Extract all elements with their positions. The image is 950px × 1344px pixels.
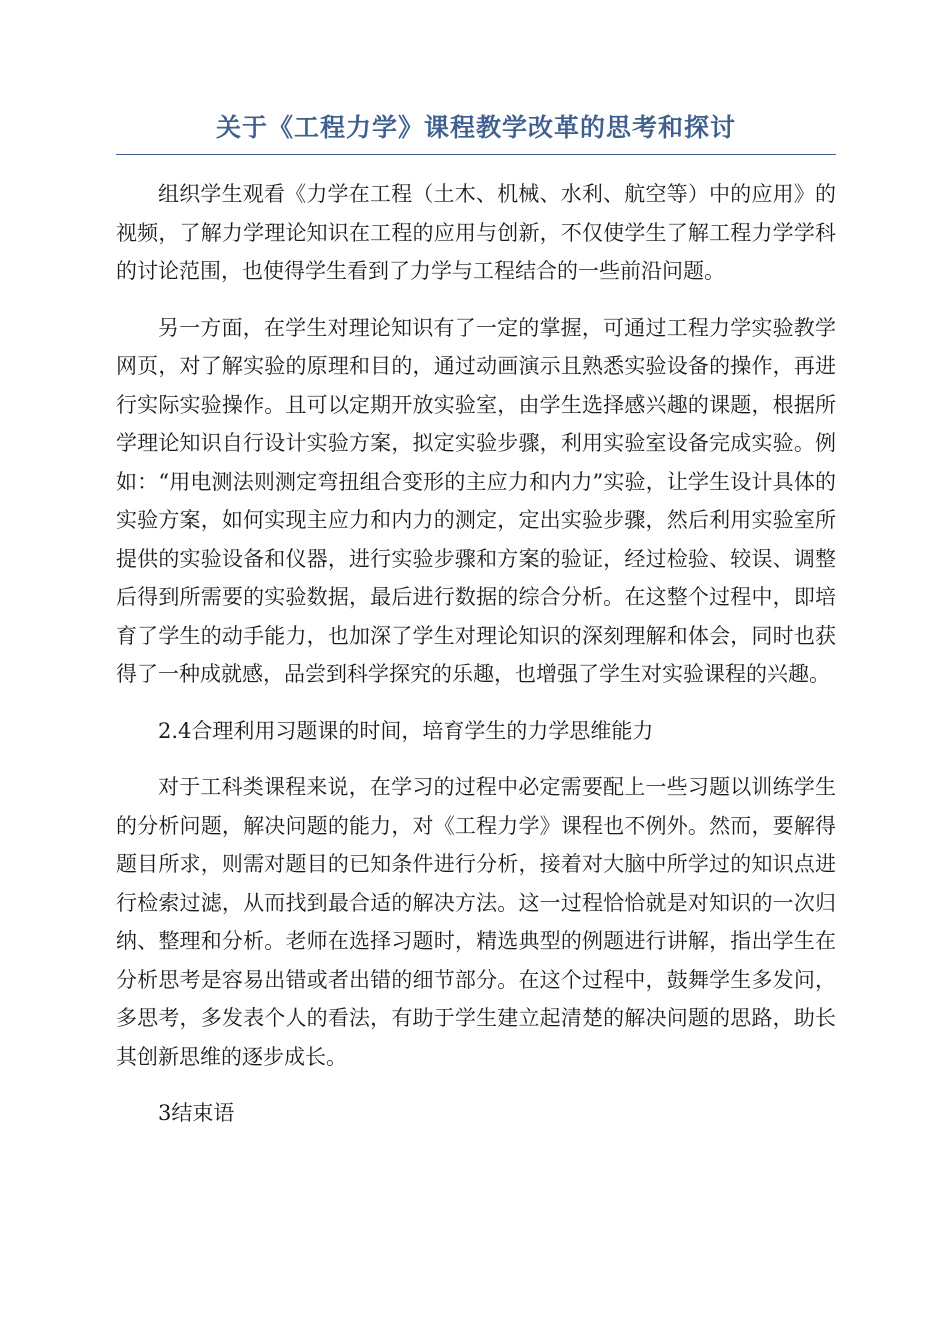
paragraph-exercise-class: 对于工科类课程来说，在学习的过程中必定需要配上一些习题以训练学生的分析问题，解决问题的能力，对《工程力学》课程也不例外。然而，要解得题目所求，则需对题目的已知条件进行分析，接着对大脑中所学过的知识点进行检索过滤，从而找到最合适的解决方法。这一过程恰恰就是对知识的一次归纳、整理和分析。老师在选择习题时，精选典型的例题进行讲解，指出学生在分析思考是容易出错或者出错的细节部分。在这个过程中，鼓舞学生多发问，多思考，多发表个人的看法，有助于学生建立起清楚的解决问题的思路，助长其创新思维的逐步成长。 [116, 775, 836, 1069]
document-body [116, 175, 836, 1133]
document-title: 关于《工程力学》课程教学改革的思考和探讨 [116, 108, 836, 155]
section-heading-2-4: 2.4合理利用习题课的时间，培育学生的力学思维能力 [158, 718, 654, 743]
document-page [116, 108, 836, 1151]
section-heading-conclusion: 3结束语 [158, 1101, 235, 1125]
paragraph-video-viewing: 组织学生观看《力学在工程（土木、机械、水利、航空等）中的应用》的视频，了解力学理论知识在工程的应用与创新，不仅使学生了解工程力学学科的讨论范围，也使得学生看到了力学与工程结合的一些前沿问题。 [116, 182, 836, 283]
paragraph-lab-experiments: 另一方面，在学生对理论知识有了一定的掌握，可通过工程力学实验教学网页，对了解实验的原理和目的，通过动画演示且熟悉实验设备的操作，再进行实际实验操作。且可以定期开放实验室，由学生选择感兴趣的课题，根据所学理论知识自行设计实验方案，拟定实验步骤，利用实验室设备完成实验。例如：“用电测法则测定弯扭组合变形的主应力和内力”实验，让学生设计具体的实验方案，如何实现主应力和内力的测定，定出实验步骤，然后利用实验室所提供的实验设备和仪器，进行实验步骤和方案的验证，经过检验、较误、调整后得到所需要的实验数据，最后进行数据的综合分析。在这整个过程中，即培育了学生的动手能力，也加深了学生对理论知识的深刻理解和体会，同时也获得了一种成就感，品尝到科学探究的乐趣，也增强了学生对实验课程的兴趣。 [116, 315, 836, 686]
